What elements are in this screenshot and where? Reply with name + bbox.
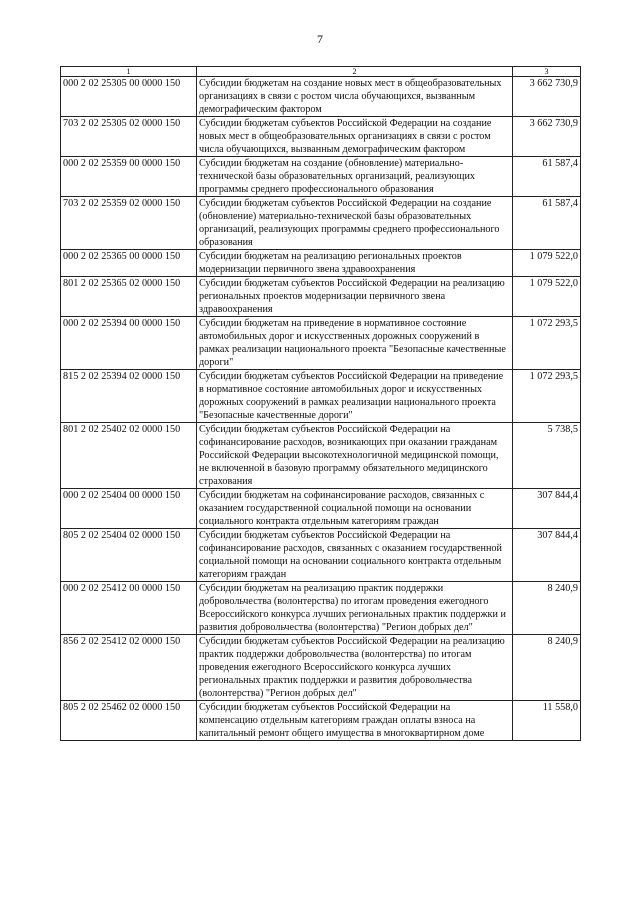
budget-code-cell: 000 2 02 25305 00 0000 150 xyxy=(61,77,197,117)
amount-cell: 8 240,9 xyxy=(513,582,581,635)
budget-code-cell: 856 2 02 25412 02 0000 150 xyxy=(61,635,197,701)
description-cell: Субсидии бюджетам субъектов Российской Федерации на софинансирование расходов, связанных с оказанием государственной социальной помощи на основании социального контракта отдельным категориям граждан xyxy=(197,529,513,582)
amount-cell: 5 738,5 xyxy=(513,423,581,489)
column-header-amount: 3 xyxy=(513,67,581,77)
table-row xyxy=(61,157,581,197)
table-row xyxy=(61,489,581,529)
description-cell: Субсидии бюджетам на софинансирование расходов, связанных с оказанием государственной социальной помощи на основании социального контракта отдельным категориям граждан xyxy=(197,489,513,529)
budget-code-cell: 000 2 02 25412 00 0000 150 xyxy=(61,582,197,635)
description-cell: Субсидии бюджетам на реализацию региональных проектов модернизации первичного звена здравоохранения xyxy=(197,250,513,277)
budget-code-cell: 815 2 02 25394 02 0000 150 xyxy=(61,370,197,423)
table-row xyxy=(61,317,581,370)
budget-code-cell: 000 2 02 25365 00 0000 150 xyxy=(61,250,197,277)
table-row xyxy=(61,250,581,277)
budget-code-cell: 805 2 02 25462 02 0000 150 xyxy=(61,701,197,741)
amount-cell: 1 072 293,5 xyxy=(513,370,581,423)
column-header-description: 2 xyxy=(197,67,513,77)
budget-code-cell: 703 2 02 25305 02 0000 150 xyxy=(61,117,197,157)
table-row xyxy=(61,277,581,317)
amount-cell: 61 587,4 xyxy=(513,197,581,250)
table-row xyxy=(61,582,581,635)
budget-code-cell: 000 2 02 25359 00 0000 150 xyxy=(61,157,197,197)
table-row xyxy=(61,117,581,157)
budget-code-cell: 805 2 02 25404 02 0000 150 xyxy=(61,529,197,582)
description-cell: Субсидии бюджетам субъектов Российской Федерации на компенсацию отдельным категориям граждан оплаты взноса на капитальный ремонт общего имущества в многоквартирном доме xyxy=(197,701,513,741)
description-cell: Субсидии бюджетам субъектов Российской Федерации на создание (обновление) материально-технической базы образовательных организаций, реализующих программы среднего профессионального образования xyxy=(197,197,513,250)
description-cell: Субсидии бюджетам на создание новых мест в общеобразовательных организациях в связи с ростом числа обучающихся, вызванным демографическим фактором xyxy=(197,77,513,117)
description-cell: Субсидии бюджетам субъектов Российской Федерации на реализацию практик поддержки добровольчества (волонтерства) по итогам проведения ежегодного Всероссийского конкурса лучших региональных практик поддержки и развития добровольчества (волонтерства) "Регион добрых дел" xyxy=(197,635,513,701)
description-cell: Субсидии бюджетам субъектов Российской Федерации на софинансирование расходов, возникающих при оказании гражданам Российской Федерации высокотехнологичной медицинской помощи, не включенной в базовую программу обязательного медицинского страхования xyxy=(197,423,513,489)
budget-revenue-table xyxy=(60,66,581,741)
table-row xyxy=(61,635,581,701)
table-row xyxy=(61,370,581,423)
budget-code-cell: 801 2 02 25402 02 0000 150 xyxy=(61,423,197,489)
table-row xyxy=(61,77,581,117)
amount-cell: 3 662 730,9 xyxy=(513,117,581,157)
amount-cell: 1 079 522,0 xyxy=(513,277,581,317)
table-row xyxy=(61,529,581,582)
column-header-code: 1 xyxy=(61,67,197,77)
description-cell: Субсидии бюджетам на создание (обновление) материально-технической базы образовательных организаций, реализующих программы среднего профессионального образования xyxy=(197,157,513,197)
table-header-row xyxy=(61,67,581,77)
description-cell: Субсидии бюджетам на приведение в нормативное состояние автомобильных дорог и искусственных дорожных сооружений в рамках реализации национального проекта "Безопасные качественные дороги" xyxy=(197,317,513,370)
table-row xyxy=(61,197,581,250)
description-cell: Субсидии бюджетам субъектов Российской Федерации на приведение в нормативное состояние автомобильных дорог и искусственных дорожных сооружений в рамках реализации национального проекта "Безопасные качественные дороги" xyxy=(197,370,513,423)
table-row xyxy=(61,701,581,741)
amount-cell: 307 844,4 xyxy=(513,489,581,529)
amount-cell: 307 844,4 xyxy=(513,529,581,582)
budget-code-cell: 801 2 02 25365 02 0000 150 xyxy=(61,277,197,317)
description-cell: Субсидии бюджетам субъектов Российской Федерации на создание новых мест в общеобразовательных организациях в связи с ростом числа обучающихся, вызванным демографическим фактором xyxy=(197,117,513,157)
budget-code-cell: 000 2 02 25404 00 0000 150 xyxy=(61,489,197,529)
amount-cell: 1 072 293,5 xyxy=(513,317,581,370)
amount-cell: 3 662 730,9 xyxy=(513,77,581,117)
table-row xyxy=(61,423,581,489)
amount-cell: 1 079 522,0 xyxy=(513,250,581,277)
budget-code-cell: 000 2 02 25394 00 0000 150 xyxy=(61,317,197,370)
description-cell: Субсидии бюджетам на реализацию практик поддержки добровольчества (волонтерства) по итогам проведения ежегодного Всероссийского конкурса лучших региональных практик поддержки и развития добровольчества (волонтерства) "Регион добрых дел" xyxy=(197,582,513,635)
page-number: 7 xyxy=(317,32,323,46)
amount-cell: 8 240,9 xyxy=(513,635,581,701)
amount-cell: 11 558,0 xyxy=(513,701,581,741)
budget-code-cell: 703 2 02 25359 02 0000 150 xyxy=(61,197,197,250)
description-cell: Субсидии бюджетам субъектов Российской Федерации на реализацию региональных проектов модернизации первичного звена здравоохранения xyxy=(197,277,513,317)
amount-cell: 61 587,4 xyxy=(513,157,581,197)
